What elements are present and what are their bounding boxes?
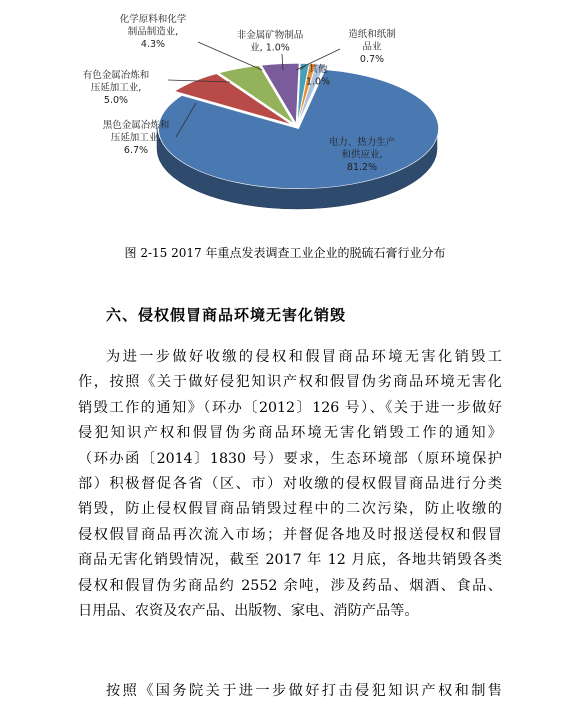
paragraph-line: 商品无害化销毁情况，截至 2017 年 12 月底，各地共销毁各类	[78, 552, 502, 569]
paragraph-line: （环办函〔2014〕1830 号）要求，生态环境部（原环境保护	[78, 450, 502, 467]
slice-label: 0.7%	[359, 54, 385, 65]
slice-label: 1.0%	[305, 76, 331, 88]
slice-label: 品业	[362, 41, 382, 53]
slice-label: 压延加工业,	[110, 132, 162, 144]
slice-label: 造纸和纸制	[348, 29, 396, 40]
paragraph-line: 作，按照《关于做好侵犯知识产权和假冒伪劣商品环境无害化	[78, 374, 502, 391]
figure-caption: 图 2-15 2017 年重点发表调查工业企业的脱硫石膏行业分布	[124, 246, 446, 260]
slice-label: 5.0%	[103, 95, 129, 106]
slice-label: 电力、热力生产	[328, 137, 396, 148]
slice-label: 压延加工业,	[90, 82, 142, 94]
slice-label: 制品制造业,	[127, 26, 179, 38]
paragraph-line: 按照《国务院关于进一步做好打击侵犯知识产权和制售	[106, 683, 502, 699]
slice-label: 其他	[308, 64, 328, 75]
paragraph-line: 日用品、农资及农产品、出版物、家电、消防产品等。	[78, 603, 419, 620]
slice-label: 非金属矿物制品	[236, 30, 304, 41]
section-heading: 六、侵权假冒商品环境无害化销毁	[106, 306, 347, 324]
slice-label: 黑色金属冶炼和	[102, 120, 170, 131]
slice-label: 化学原料和化学	[119, 14, 187, 25]
body-paragraph-2	[78, 679, 502, 704]
paragraph-line: 销毁，防止侵权假冒商品销毁过程中的二次污染，防止收缴的	[78, 501, 502, 518]
slice-label: 业, 1.0%	[250, 42, 290, 54]
pie-group	[157, 63, 439, 209]
paragraph-line: 侵权和假冒伪劣商品约 2552 余吨，涉及药品、烟酒、食品、	[78, 577, 502, 594]
slice-label: 81.2%	[346, 162, 378, 173]
body-paragraph-1	[78, 345, 502, 624]
paragraph-line: 销毁工作的通知》（环办〔2012〕126 号）、《关于进一步做好	[78, 399, 502, 416]
paragraph-line: 为进一步做好收缴的侵权和假冒商品环境无害化销毁工	[106, 349, 502, 365]
slice-label: 4.3%	[140, 39, 166, 50]
paragraph-line: 侵犯知识产权和假冒伪劣商品环境无害化销毁工作的通知》	[78, 425, 502, 442]
slice-label: 和供应业,	[341, 149, 383, 161]
slice-label: 6.7%	[123, 145, 149, 156]
paragraph-line: 侵权假冒商品再次流入市场；并督促各地及时报送侵权和假冒	[78, 526, 502, 543]
paragraph-line: 部）积极督促各省（区、市）对收缴的侵权假冒商品进行分类	[78, 476, 502, 493]
pie-chart	[0, 0, 570, 245]
slice-label: 有色金属冶炼和	[82, 70, 150, 81]
